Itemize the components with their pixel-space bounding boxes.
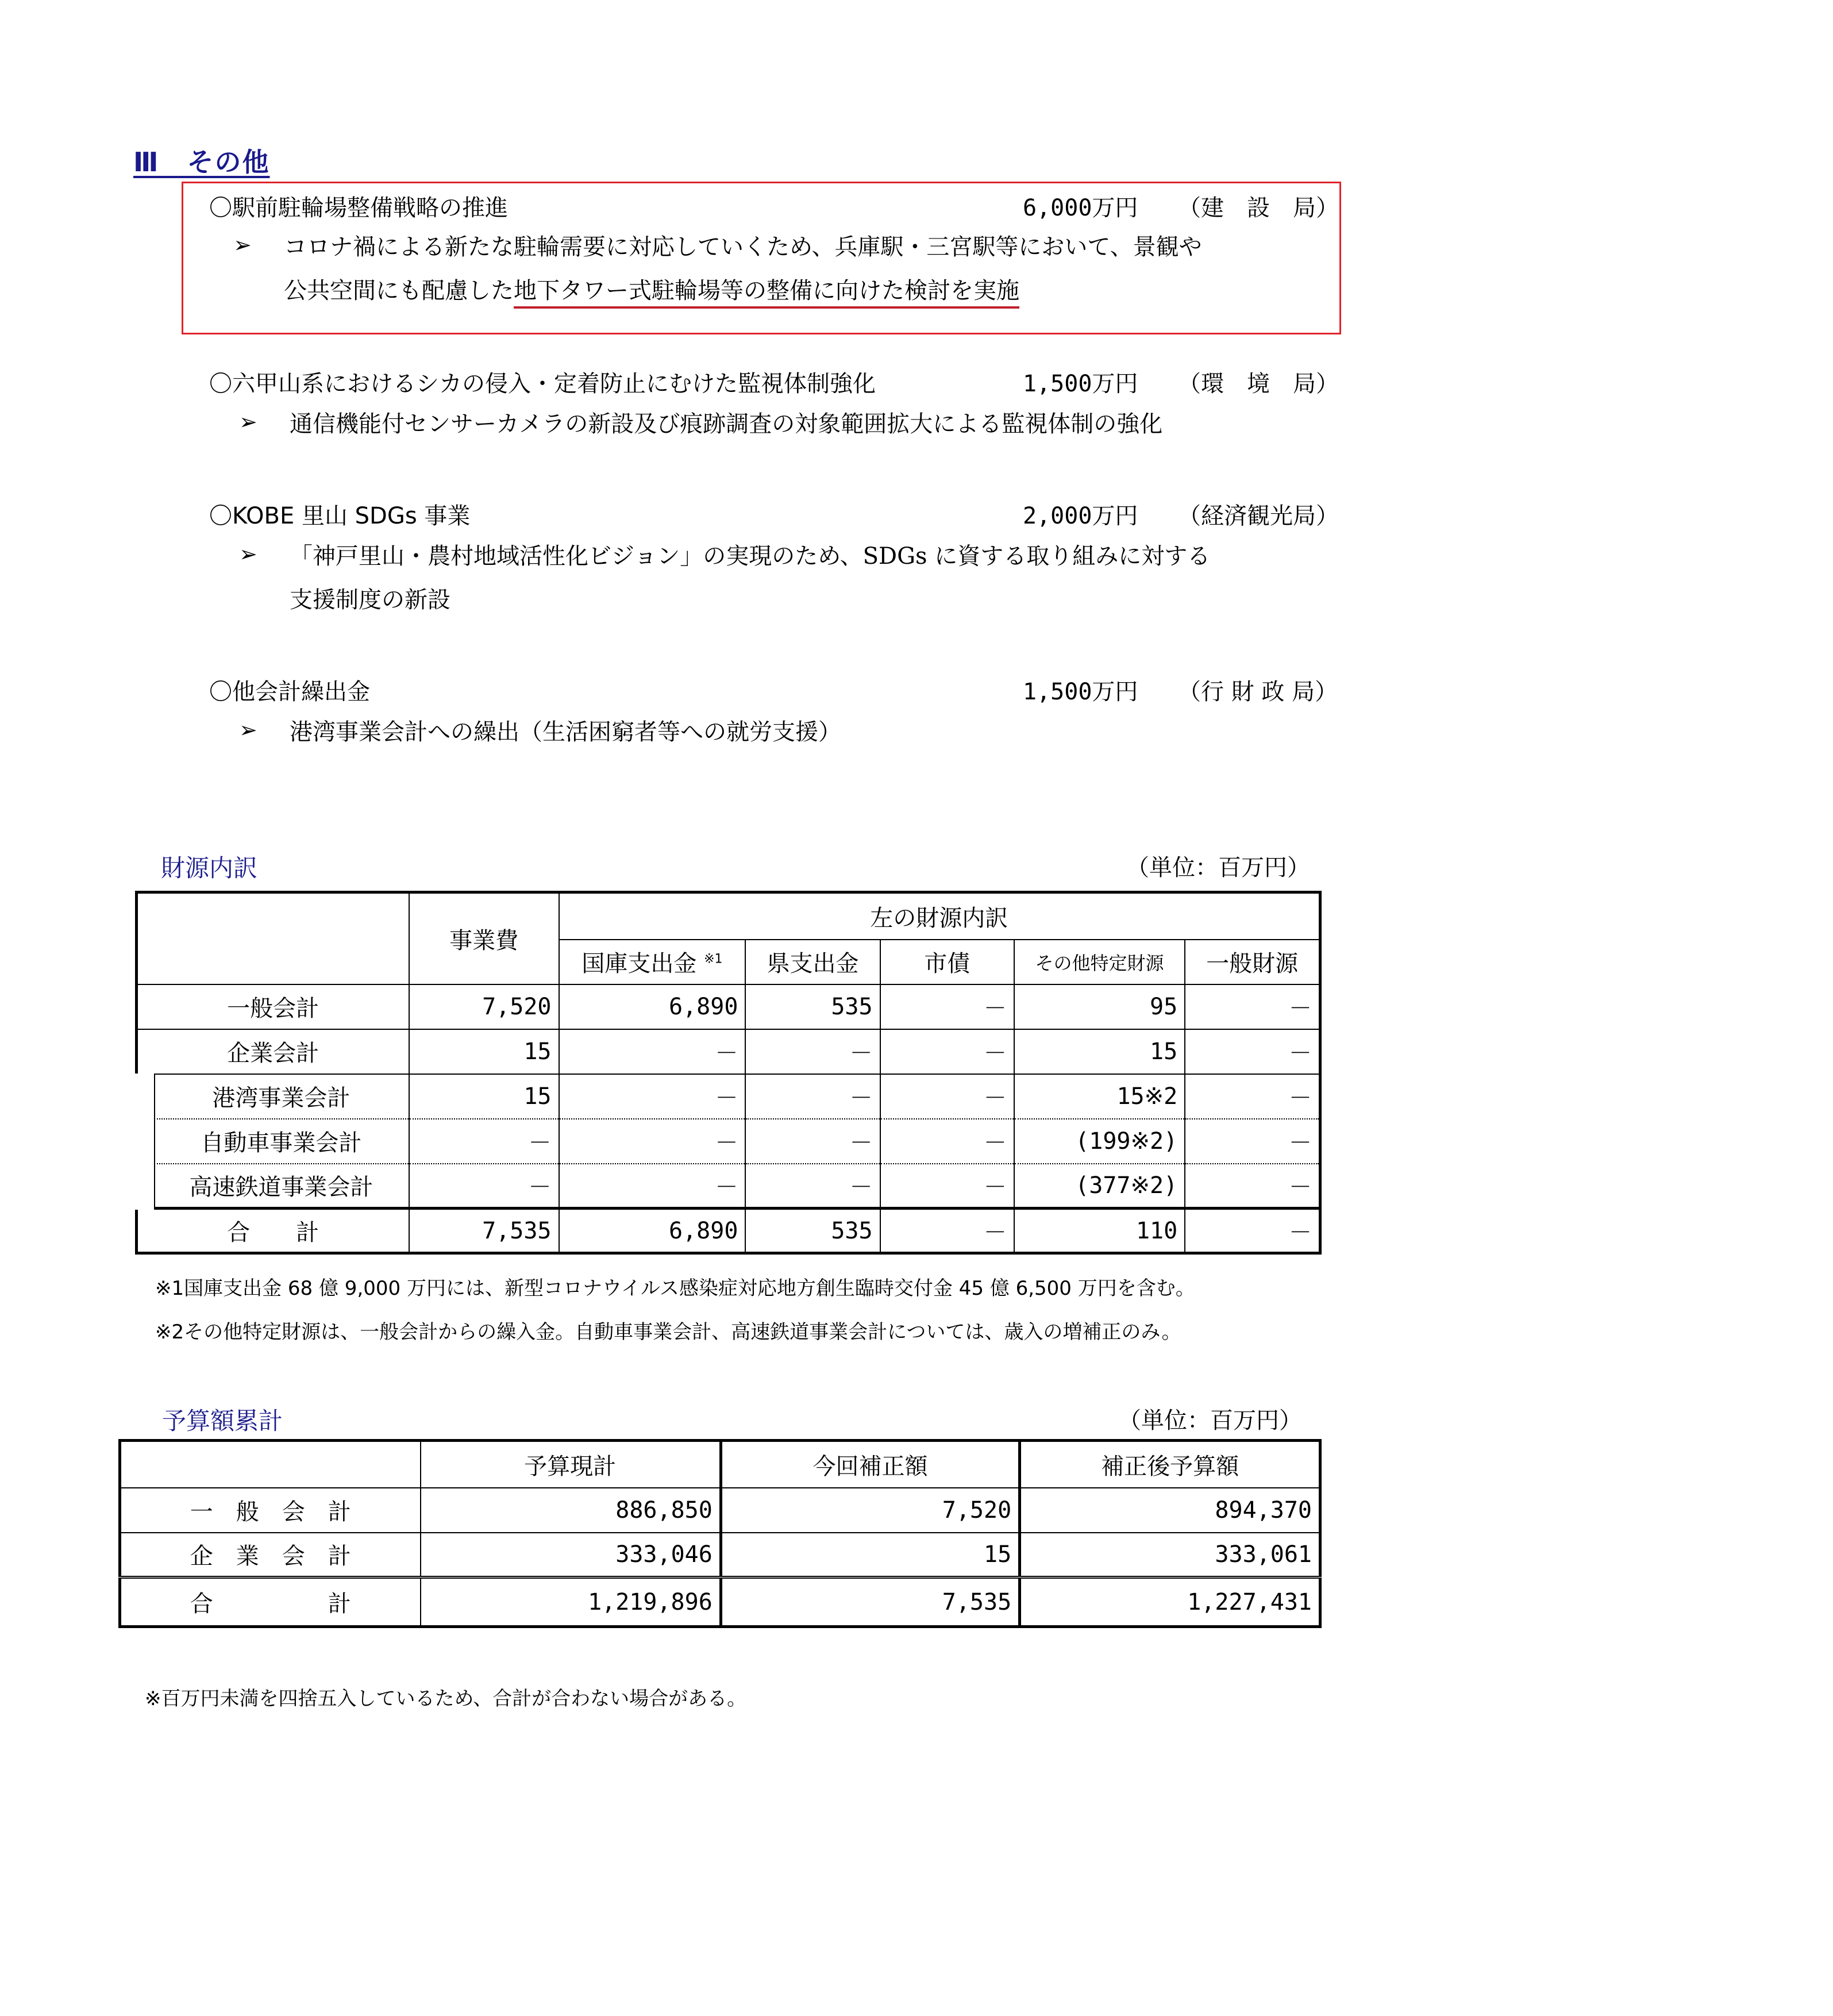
header-kokko-label: 国庫支出金 (582, 951, 697, 977)
cell: － (1185, 1164, 1320, 1209)
finance-note-1: ※1国庫支出金 68 億 9,000 万円には、新型コロナウイルス感染症対応地方創生臨時交付金 45 億 6,500 万円を含む。 (155, 1277, 1195, 1300)
row-label: 企 業 会 計 (120, 1533, 421, 1578)
table-row (136, 1074, 1320, 1119)
header-group: 左の財源内訳 (559, 892, 1320, 940)
item-4-amount: 1,500万円 (1023, 679, 1138, 705)
cell: 7,520 (409, 984, 559, 1029)
cell: － (409, 1164, 559, 1209)
item-1-amount: 6,000万円 (1023, 195, 1138, 221)
cell: － (559, 1029, 746, 1074)
cell: 333,046 (421, 1533, 721, 1578)
cell: － (880, 1209, 1014, 1253)
cell: 6,890 (559, 984, 746, 1029)
table-row (136, 1209, 1320, 1253)
cell: － (745, 1029, 880, 1074)
cell: － (880, 1029, 1014, 1074)
item-3-amount: 2,000万円 (1023, 503, 1138, 529)
cell: 535 (745, 984, 880, 1029)
cell: 15※2 (1014, 1074, 1185, 1119)
footnote: ※百万円未満を四捨五入しているため、合計が合わない場合がある。 (145, 1687, 747, 1710)
header-ken: 県支出金 (745, 940, 880, 984)
table-row (120, 1533, 1320, 1578)
cell: 95 (1014, 984, 1185, 1029)
cell: － (559, 1164, 746, 1209)
header-sonota: その他特定財源 (1014, 940, 1185, 984)
cell: 7,535 (721, 1578, 1019, 1627)
budget-heading: 予算額累計 (162, 1407, 283, 1435)
cell: 15 (409, 1074, 559, 1119)
item-1-desc-line1: コロナ禍による新たな駐輪需要に対応していくため、兵庫駅・三宮駅等において、景観や (284, 234, 1202, 260)
cell: － (559, 1074, 746, 1119)
cell: － (745, 1164, 880, 1209)
item-2-amount: 1,500万円 (1023, 371, 1138, 397)
item-4-dept: （行 財 政 局） (1178, 679, 1338, 705)
bullet-icon: ➢ (233, 232, 252, 257)
table-row (136, 984, 1320, 1029)
cell: (377※2) (1014, 1164, 1185, 1209)
section-title: Ⅲ その他 (133, 147, 270, 178)
cell: － (1185, 1074, 1320, 1119)
header-current: 予算現計 (421, 1441, 721, 1488)
item-3-desc-line1: 「神戸里山・農村地域活性化ビジョン」の実現のため、SDGs に資する取り組みに対する (290, 543, 1211, 570)
item-1-desc-line2-pre: 公共空間にも配慮した (284, 278, 514, 304)
row-label: 高速鉄道事業会計 (136, 1164, 409, 1209)
item-3-dept: （経済観光局） (1178, 503, 1339, 529)
item-2-dept: （環 境 局） (1178, 371, 1339, 397)
finance-unit: （単位：百万円） (1126, 855, 1310, 881)
cell: 15 (409, 1029, 559, 1074)
header-kokko-sup: ※1 (704, 952, 723, 967)
budget-unit: （単位：百万円） (1118, 1407, 1302, 1434)
cell: － (880, 984, 1014, 1029)
item-1-title: 〇駅前駐輪場整備戦略の推進 (209, 195, 508, 221)
cell: － (1185, 1029, 1320, 1074)
header-shisai: 市債 (880, 940, 1014, 984)
cell: － (409, 1119, 559, 1164)
cell: － (880, 1164, 1014, 1209)
row-label: 一般会計 (136, 984, 409, 1029)
header-blank (120, 1441, 421, 1488)
table-row (136, 1164, 1320, 1209)
finance-note-2: ※2その他特定財源は、一般会計からの繰入金。自動車事業会計、高速鉄道事業会計については、歳入の増補正のみ。 (155, 1321, 1181, 1344)
table-row (136, 1119, 1320, 1164)
item-3-desc-line2: 支援制度の新設 (290, 587, 450, 613)
cell: 886,850 (421, 1488, 721, 1533)
cell: － (1185, 984, 1320, 1029)
header-revision: 今回補正額 (721, 1441, 1019, 1488)
item-3-title: 〇KOBE 里山 SDGs 事業 (209, 503, 471, 529)
item-1-desc-line2 (284, 269, 1019, 313)
row-label: 自動車事業会計 (136, 1119, 409, 1164)
cell: － (745, 1119, 880, 1164)
cell: (199※2) (1014, 1119, 1185, 1164)
finance-heading: 財源内訳 (161, 854, 258, 882)
header-kokko (559, 940, 746, 984)
cell: － (1289, 1219, 1312, 1246)
cell: 7,535 (409, 1209, 559, 1253)
cell: 6,890 (559, 1209, 746, 1253)
bullet-icon: ➢ (239, 409, 257, 434)
item-4-desc-line1: 港湾事業会計への繰出（生活困窮者等への就労支援） (290, 719, 841, 745)
header-after: 補正後予算額 (1020, 1441, 1320, 1488)
table-row (136, 1029, 1320, 1074)
bullet-icon: ➢ (239, 717, 257, 742)
finance-table (118, 891, 1322, 1255)
cell: 333,061 (1020, 1533, 1320, 1578)
header-jigyo: 事業費 (409, 892, 559, 984)
cell: 535 (745, 1209, 880, 1253)
cell: － (559, 1119, 746, 1164)
cell: － (880, 1119, 1014, 1164)
item-2-title: 〇六甲山系におけるシカの侵入・定着防止にむけた監視体制強化 (209, 371, 876, 397)
row-label: 一 般 会 計 (120, 1488, 421, 1533)
header-ippan: 一般財源 (1185, 940, 1320, 984)
cell: 110 (1014, 1209, 1185, 1253)
table-row (120, 1488, 1320, 1533)
row-label: 港湾事業会計 (136, 1074, 409, 1119)
bullet-icon: ➢ (239, 541, 257, 567)
item-2-desc-line1: 通信機能付センサーカメラの新設及び痕跡調査の対象範囲拡大による監視体制の強化 (290, 411, 1163, 437)
cell: 1,227,431 (1187, 1588, 1312, 1615)
row-label: 企業会計 (136, 1029, 409, 1074)
item-4-title: 〇他会計繰出金 (209, 679, 370, 705)
budget-table (118, 1439, 1322, 1628)
item-1-desc-line2-underlined: 地下タワー式駐輪場等の整備に向けた検討を実施 (514, 278, 1019, 309)
table-row (120, 1578, 1320, 1627)
cell: 7,520 (721, 1488, 1019, 1533)
cell: 894,370 (1020, 1488, 1320, 1533)
item-1-dept: （建 設 局） (1178, 195, 1339, 221)
cell: 15 (721, 1533, 1019, 1578)
cell: 1,219,896 (421, 1578, 721, 1627)
cell: 15 (1014, 1029, 1185, 1074)
header-blank (136, 892, 409, 984)
row-label: 合 計 (120, 1578, 421, 1627)
cell: － (745, 1074, 880, 1119)
cell: － (880, 1074, 1014, 1119)
row-label: 合 計 (136, 1209, 409, 1253)
cell: － (1185, 1119, 1320, 1164)
